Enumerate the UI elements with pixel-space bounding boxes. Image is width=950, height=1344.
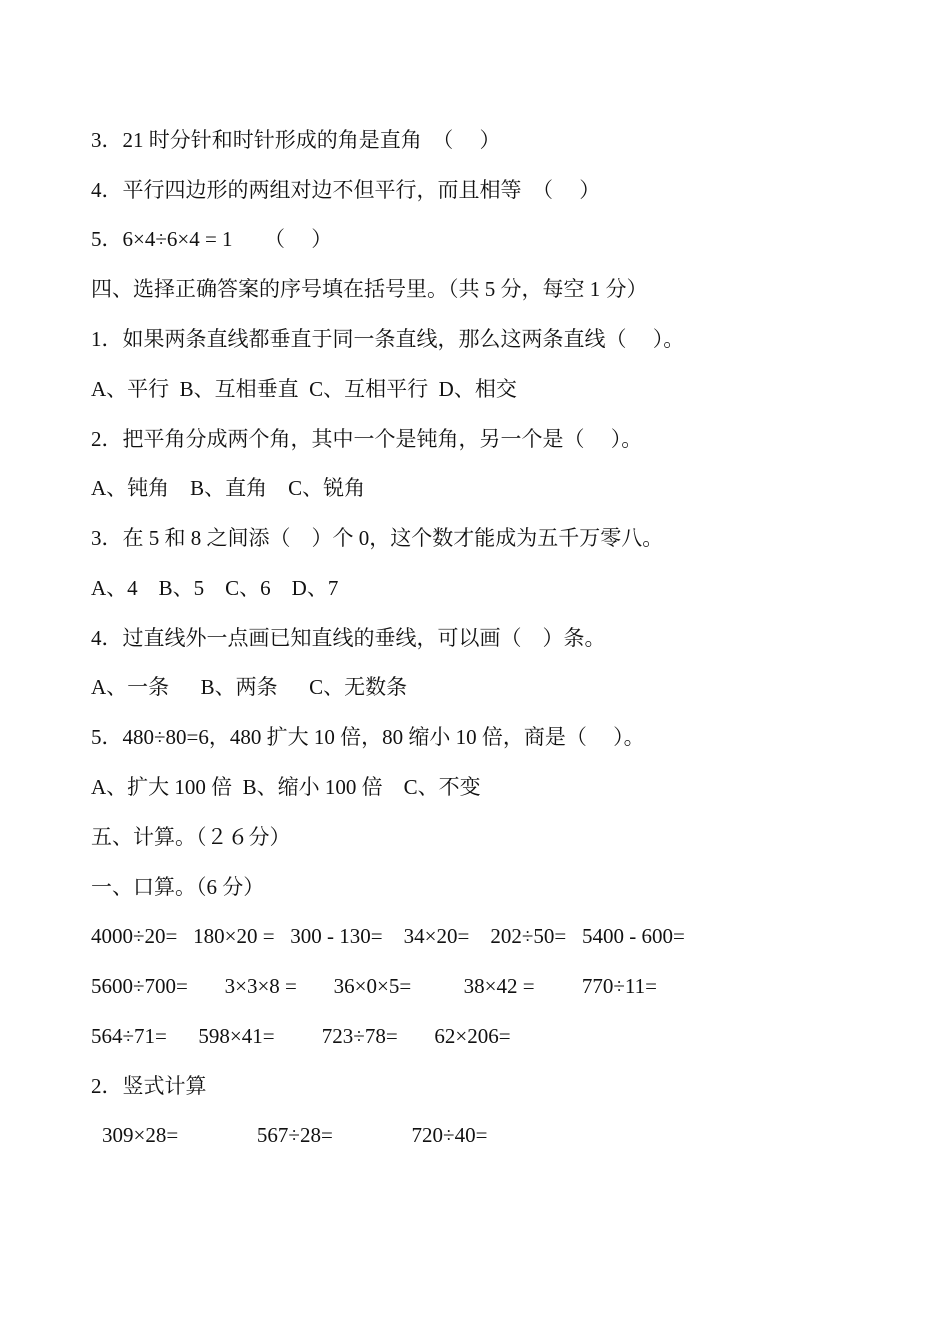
choice-question-2: 2．把平角分成两个角，其中一个是钝角，另一个是（ ）。 [91,427,643,451]
oral-calc-heading: 一、口算。（6 分） [91,875,265,899]
line-true-false-4: 4．平行四边形的两组对边不但平行，而且相等 （ ） [91,178,601,202]
choice-question-1: 1．如果两条直线都垂直于同一条直线，那么这两条直线（ ）。 [91,327,685,351]
choice-question-5: 5．480÷80=6，480 扩大 10 倍，80 缩小 10 倍，商是（ ）。 [91,725,645,749]
choice-question-5-options: A、扩大 100 倍 B、缩小 100 倍 C、不变 [91,775,481,799]
oral-calc-row-3: 564÷71= 598×41= 723÷78= 62×206= [91,1024,511,1048]
vertical-calc-heading: 2．竖式计算 [91,1074,207,1098]
line-true-false-5: 5．6×4÷6×4 = 1 （ ） [91,227,333,251]
line-true-false-3: 3．21 时分针和时针形成的角是直角 （ ） [91,128,501,152]
section-4-heading: 四、选择正确答案的序号填在括号里。（共 5 分，每空 1 分） [91,277,648,301]
oral-calc-row-1: 4000÷20= 180×20 = 300 - 130= 34×20= 202÷50= 5400 - 600= [91,924,685,948]
choice-question-4: 4．过直线外一点画已知直线的垂线，可以画（ ）条。 [91,626,606,650]
choice-question-3: 3．在 5 和 8 之间添（ ）个 0，这个数才能成为五千万零八。 [91,526,664,550]
vertical-calc-row: 309×28= 567÷28= 720÷40= [102,1123,488,1147]
choice-question-4-options: A、一条 B、两条 C、无数条 [91,675,408,699]
choice-question-1-options: A、平行 B、互相垂直 C、互相平行 D、相交 [91,377,517,401]
choice-question-2-options: A、钝角 B、直角 C、锐角 [91,476,366,500]
oral-calc-row-2: 5600÷700= 3×3×8 = 36×0×5= 38×42 = 770÷11= [91,974,657,998]
choice-question-3-options: A、4 B、5 C、6 D、7 [91,576,339,600]
section-5-heading: 五、计算。（２６分） [91,825,291,849]
